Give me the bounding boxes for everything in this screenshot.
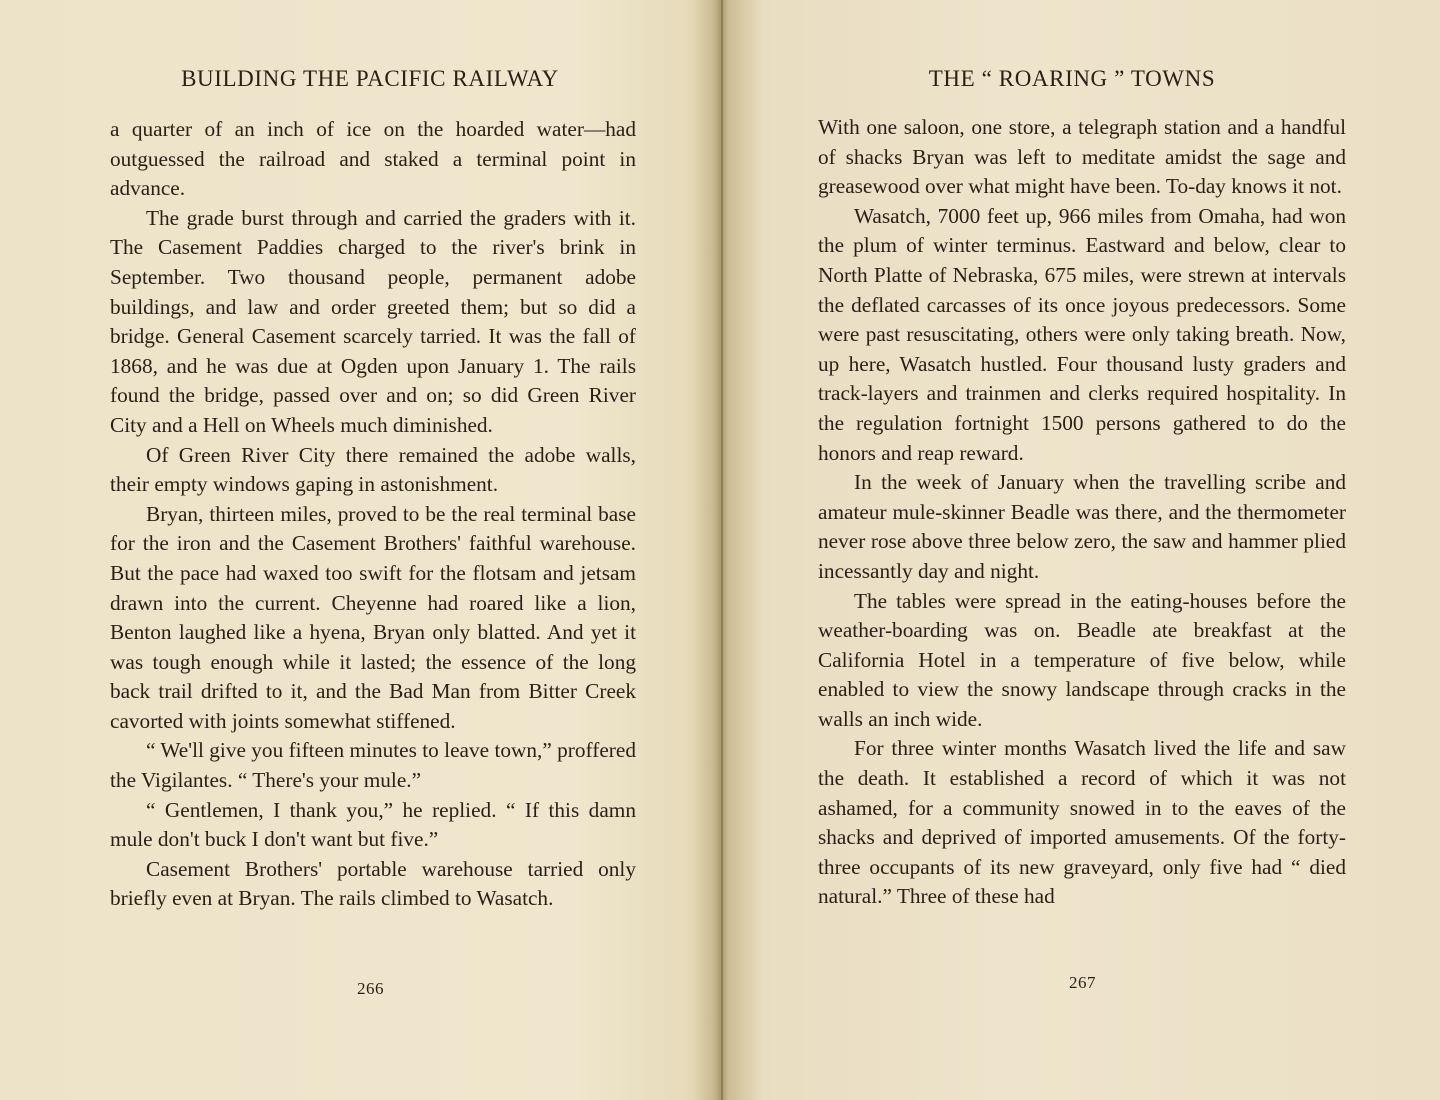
right-paragraph-1: With one saloon, one store, a telegraph station and a handful of shacks Bryan was left to meditate amidst the sage and greasewood over what might have been. To-day knows it not. <box>818 115 1346 199</box>
left-page-number: 266 <box>357 979 384 998</box>
right-running-head: THE “ ROARING ” TOWNS <box>928 66 1216 91</box>
left-paragraph-7: Casement Brothers' portable warehouse tarried only briefly even at Bryan. The rails climbed to Wasatch. <box>110 856 636 911</box>
left-paragraph-4: Bryan, thirteen miles, proved to be the real terminal base for the iron and the Casement Brothers' faithful warehouse. But the pace had waxed too swift for the flotsam and jetsam drawn into the current. Cheyenne had roared like a lion, Benton laughed like a hyena, Bryan only blatted. And yet it was tough enough while it lasted; the essence of the long back trail drifted to it, and the Bad Man from Bitter Creek cavorted with joints somewhat stiffened. <box>110 501 636 733</box>
left-paragraph-6: “ Gentlemen, I thank you,” he replied. “ If this damn mule don't buck I don't want but five.” <box>110 797 636 852</box>
left-paragraph-2: The grade burst through and carried the graders with it. The Casement Paddies charged to the river's brink in September. Two thousand people, permanent adobe buildings, and law and order greeted them; but so did a bridge. General Casement scarcely tarried. It was the fall of 1868, and he was due at Ogden upon January 1. The rails found the bridge, passed over and on; so did Green River City and a Hell on Wheels much diminished. <box>110 205 636 437</box>
right-paragraph-5: For three winter months Wasatch lived the life and saw the death. It established a record of which it was not ashamed, for a community snowed in to the eaves of the shacks and deprived of imported amusements. Of the forty-three occupants of its new graveyard, only five had “ died natural.” Three of these had <box>818 736 1346 909</box>
left-running-head: BUILDING THE PACIFIC RAILWAY <box>181 66 559 91</box>
right-paragraph-4: The tables were spread in the eating-houses before the weather-boarding was on. Beadle ate breakfast at the California Hotel in a temperature of five below, while enabled to view the snowy landscape through cracks in the walls an inch wide. <box>818 588 1346 731</box>
right-paragraph-3: In the week of January when the travelling scribe and amateur mule-skinner Beadle was there, and the thermometer never rose above three below zero, the saw and hammer plied incessantly day and night. <box>818 470 1346 583</box>
left-paragraph-3: Of Green River City there remained the adobe walls, their empty windows gaping in astonishment. <box>110 442 636 497</box>
right-page-body <box>818 113 1346 912</box>
right-page <box>722 0 1440 1100</box>
right-page-number: 267 <box>1069 973 1096 992</box>
left-paragraph-1: a quarter of an inch of ice on the hoarded water—had outguessed the railroad and staked a terminal point in advance. <box>110 117 636 201</box>
left-page-body <box>110 115 636 914</box>
right-paragraph-2: Wasatch, 7000 feet up, 966 miles from Omaha, had won the plum of winter terminus. Eastward and below, clear to North Platte of Nebraska, 675 miles, were strewn at intervals the deflated carcasses of its once joyous predecessors. Some were past resuscitating, others were only taking breath. Now, up here, Wasatch hustled. Four thousand lusty graders and track-layers and trainmen and clerks required hospitality. In the regulation fortnight 1500 persons gathered to do the honors and reap reward. <box>818 203 1346 465</box>
left-paragraph-5: “ We'll give you fifteen minutes to leave town,” proffered the Vigilantes. “ There's your mule.” <box>110 738 636 793</box>
